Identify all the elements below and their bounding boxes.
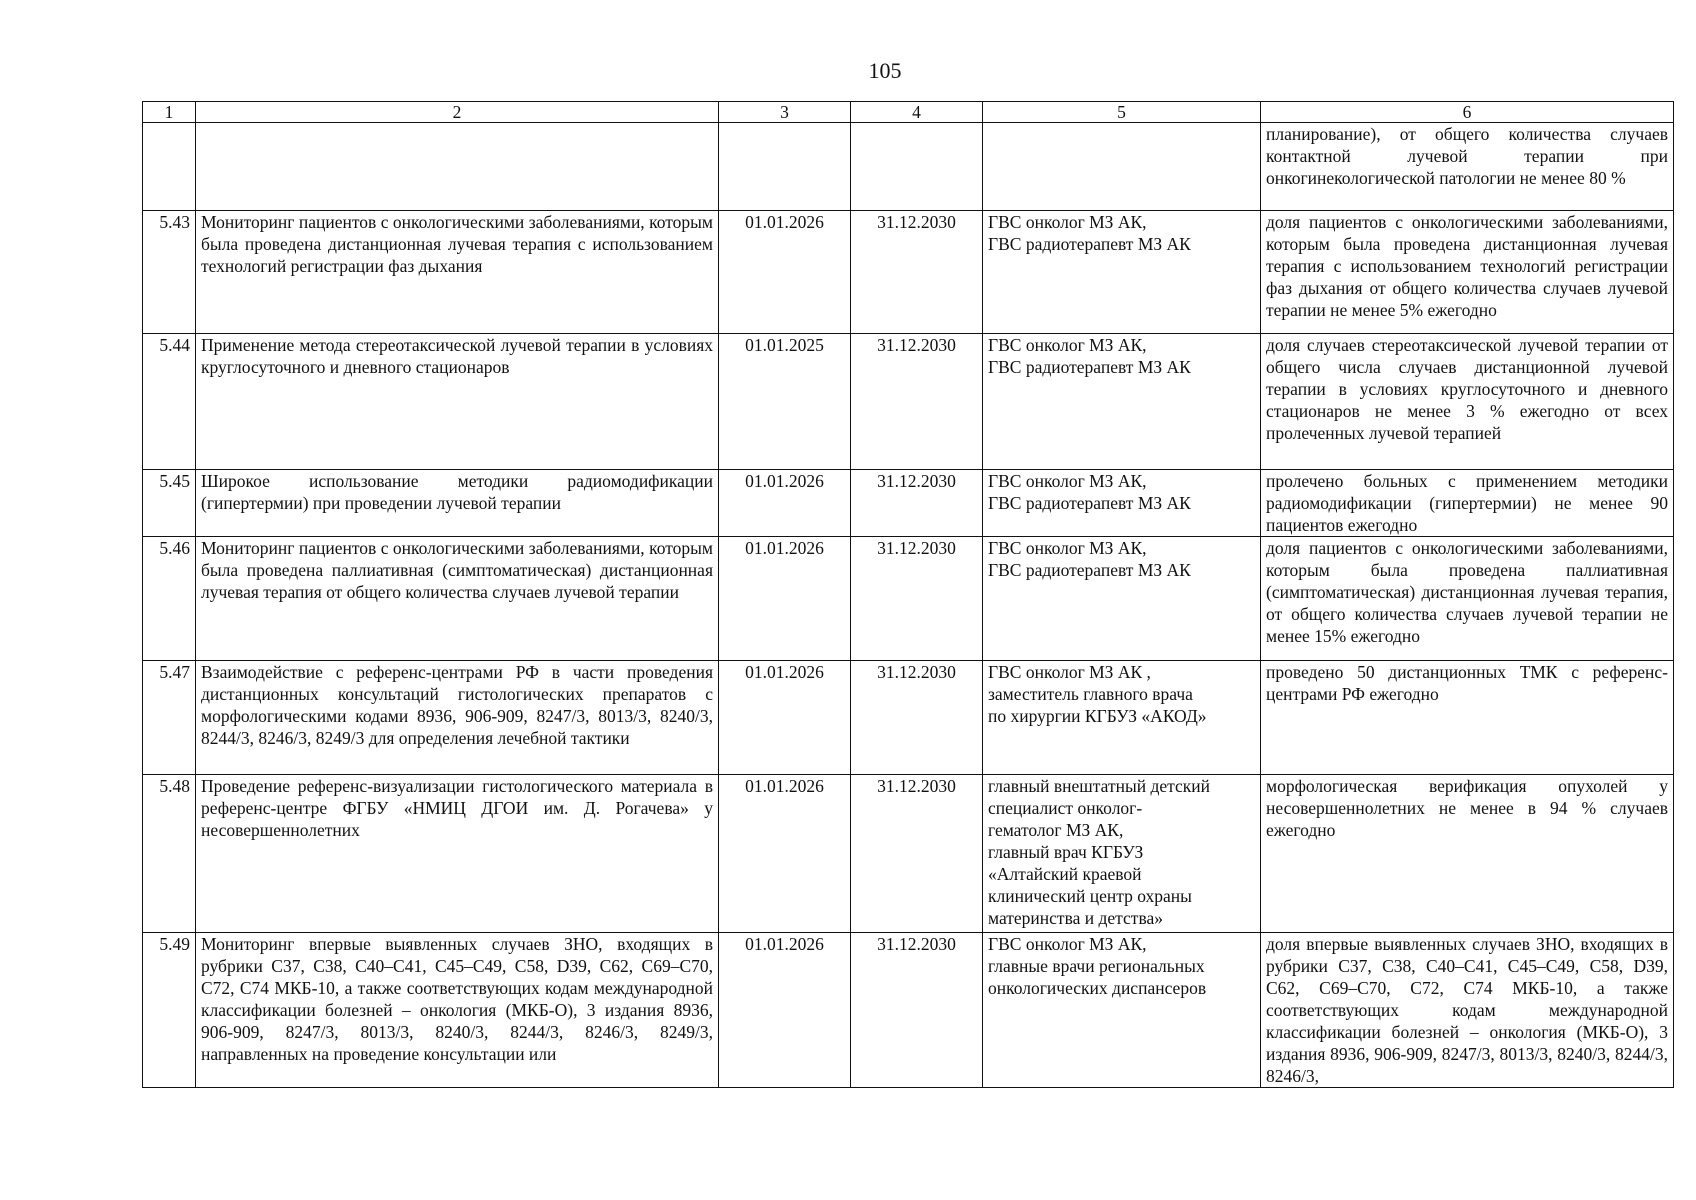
item-number-cell: 5.48 xyxy=(143,775,196,933)
responsible-line: главный врач КГБУЗ xyxy=(988,842,1144,862)
end-date-cell xyxy=(851,123,983,211)
indicator-cell: планирование), от общего количества случаев контактной лучевой терапии при онкогинекологической патологии не менее 80 % xyxy=(1261,123,1674,211)
end-date-cell: 31.12.2030 xyxy=(851,470,983,537)
responsible-cell xyxy=(983,661,1261,775)
indicator-cell: доля впервые выявленных случаев ЗНО, входящих в рубрики C37, C38, C40–C41, C45–C49, C58, D39, C62, C69–C70, C72, C74 МКБ-10, а также соответствующих кодам международной классификации болезней – онкология (МКБ-О), 3 издания 8936, 906-909, 8247/3, 8013/3, 8240/3, 8244/3, 8246/3, xyxy=(1261,933,1674,1088)
activity-cell: Мониторинг впервые выявленных случаев ЗНО, входящих в рубрики C37, C38, C40–C41, C45–C49, C58, D39, C62, C69–C70, C72, C74 МКБ-10, а также соответствующих кодам международной классификации болезней – онкология (МКБ-О), 3 издания 8936, 906-909, 8247/3, 8013/3, 8240/3, 8244/3, 8246/3, 8249/3, направленных на проведение консультации или xyxy=(196,933,719,1088)
table-row xyxy=(143,211,1674,334)
column-header-6: 6 xyxy=(1261,102,1674,123)
responsible-line: ГВС онколог МЗ АК, xyxy=(988,471,1147,491)
start-date-cell xyxy=(719,123,851,211)
activity-cell xyxy=(196,123,719,211)
start-date-cell: 01.01.2026 xyxy=(719,211,851,334)
indicator-cell: доля пациентов с онкологическими заболеваниями, которым была проведена дистанционная лучевая терапия с использованием технологий регистрации фаз дыхания от общего количества случаев лучевой терапии не менее 5% ежегодно xyxy=(1261,211,1674,334)
table-row xyxy=(143,933,1674,1088)
responsible-cell xyxy=(983,123,1261,211)
start-date-cell: 01.01.2025 xyxy=(719,334,851,470)
responsible-line: ГВС онколог МЗ АК, xyxy=(988,212,1147,232)
table-row xyxy=(143,537,1674,661)
responsible-cell xyxy=(983,933,1261,1088)
item-number-cell: 5.44 xyxy=(143,334,196,470)
responsible-cell xyxy=(983,334,1261,470)
end-date-cell: 31.12.2030 xyxy=(851,775,983,933)
responsible-line: ГВС радиотерапевт МЗ АК xyxy=(988,234,1191,254)
end-date-cell: 31.12.2030 xyxy=(851,661,983,775)
activity-cell: Широкое использование методики радиомодификации (гипертермии) при проведении лучевой терапии xyxy=(196,470,719,537)
responsible-line: ГВС онколог МЗ АК, xyxy=(988,335,1147,355)
end-date-cell: 31.12.2030 xyxy=(851,334,983,470)
table-body xyxy=(143,123,1674,1088)
column-header-1: 1 xyxy=(143,102,196,123)
responsible-line: ГВС онколог МЗ АК, xyxy=(988,934,1147,954)
item-number-cell: 5.43 xyxy=(143,211,196,334)
responsible-line: главные врачи региональных xyxy=(988,956,1205,976)
responsible-line: клинический центр охраны xyxy=(988,886,1192,906)
indicator-cell: доля пациентов с онкологическими заболеваниями, которым была проведена паллиативная (симптоматическая) дистанционная лучевая терапия, от общего количества случаев лучевой терапии не менее 15% ежегодно xyxy=(1261,537,1674,661)
responsible-cell xyxy=(983,470,1261,537)
table-row xyxy=(143,470,1674,537)
responsible-line: заместитель главного врача xyxy=(988,684,1193,704)
table-row xyxy=(143,334,1674,470)
activity-cell: Проведение референс-визуализации гистологического материала в референс-центре ФГБУ «НМИЦ ДГОИ им. Д. Рогачева» у несовершеннолетних xyxy=(196,775,719,933)
start-date-cell: 01.01.2026 xyxy=(719,470,851,537)
end-date-cell: 31.12.2030 xyxy=(851,933,983,1088)
responsible-line: по хирургии КГБУЗ «АКОД» xyxy=(988,706,1207,726)
column-header-2: 2 xyxy=(196,102,719,123)
header-row xyxy=(143,102,1674,123)
responsible-line: главный внештатный детский xyxy=(988,776,1211,796)
column-header-5: 5 xyxy=(983,102,1261,123)
activity-cell: Взаимодействие с референс-центрами РФ в части проведения дистанционных консультаций гистологических препаратов с морфологическими кодами 8936, 906-909, 8247/3, 8013/3, 8240/3, 8244/3, 8246/3, 8249/3 для определения лечебной тактики xyxy=(196,661,719,775)
table-row xyxy=(143,775,1674,933)
item-number-cell xyxy=(143,123,196,211)
responsible-cell xyxy=(983,537,1261,661)
activity-cell: Мониторинг пациентов с онкологическими заболеваниями, которым была проведена паллиативная (симптоматическая) дистанционная лучевая терапия от общего количества случаев лучевой терапии xyxy=(196,537,719,661)
indicator-cell: проведено 50 дистанционных ТМК с референс-центрами РФ ежегодно xyxy=(1261,661,1674,775)
responsible-line: онкологических диспансеров xyxy=(988,978,1207,998)
column-header-4: 4 xyxy=(851,102,983,123)
start-date-cell: 01.01.2026 xyxy=(719,933,851,1088)
table-row xyxy=(143,123,1674,211)
start-date-cell: 01.01.2026 xyxy=(719,775,851,933)
activities-table xyxy=(142,101,1674,1088)
responsible-line: ГВС онколог МЗ АК, xyxy=(988,538,1147,558)
activity-cell: Применение метода стереотаксической лучевой терапии в условиях круглосуточного и дневного стационаров xyxy=(196,334,719,470)
start-date-cell: 01.01.2026 xyxy=(719,661,851,775)
end-date-cell: 31.12.2030 xyxy=(851,211,983,334)
item-number-cell: 5.49 xyxy=(143,933,196,1088)
responsible-line: «Алтайский краевой xyxy=(988,864,1142,884)
column-header-3: 3 xyxy=(719,102,851,123)
item-number-cell: 5.46 xyxy=(143,537,196,661)
start-date-cell: 01.01.2026 xyxy=(719,537,851,661)
responsible-cell xyxy=(983,775,1261,933)
responsible-line: специалист онколог- xyxy=(988,798,1143,818)
responsible-line: гематолог МЗ АК, xyxy=(988,820,1124,840)
indicator-cell: морфологическая верификация опухолей у несовершеннолетних не менее в 94 % случаев ежегодно xyxy=(1261,775,1674,933)
item-number-cell: 5.47 xyxy=(143,661,196,775)
indicator-cell: пролечено больных с применением методики радиомодификации (гипертермии) не менее 90 пациентов ежегодно xyxy=(1261,470,1674,537)
responsible-line: ГВС радиотерапевт МЗ АК xyxy=(988,560,1191,580)
page-number: 105 xyxy=(868,58,902,83)
item-number-cell: 5.45 xyxy=(143,470,196,537)
table-row xyxy=(143,661,1674,775)
end-date-cell: 31.12.2030 xyxy=(851,537,983,661)
responsible-line: ГВС радиотерапевт МЗ АК xyxy=(988,357,1191,377)
responsible-line: материнства и детства» xyxy=(988,908,1163,928)
responsible-line: ГВС онколог МЗ АК , xyxy=(988,662,1151,682)
indicator-cell: доля случаев стереотаксической лучевой терапии от общего числа случаев дистанционной лучевой терапии в условиях круглосуточного и дневного стационаров не менее 3 % ежегодно от всех пролеченных лучевой терапией xyxy=(1261,334,1674,470)
responsible-line: ГВС радиотерапевт МЗ АК xyxy=(988,493,1191,513)
activity-cell: Мониторинг пациентов с онкологическими заболеваниями, которым была проведена дистанционная лучевая терапия с использованием технологий регистрации фаз дыхания xyxy=(196,211,719,334)
responsible-cell xyxy=(983,211,1261,334)
